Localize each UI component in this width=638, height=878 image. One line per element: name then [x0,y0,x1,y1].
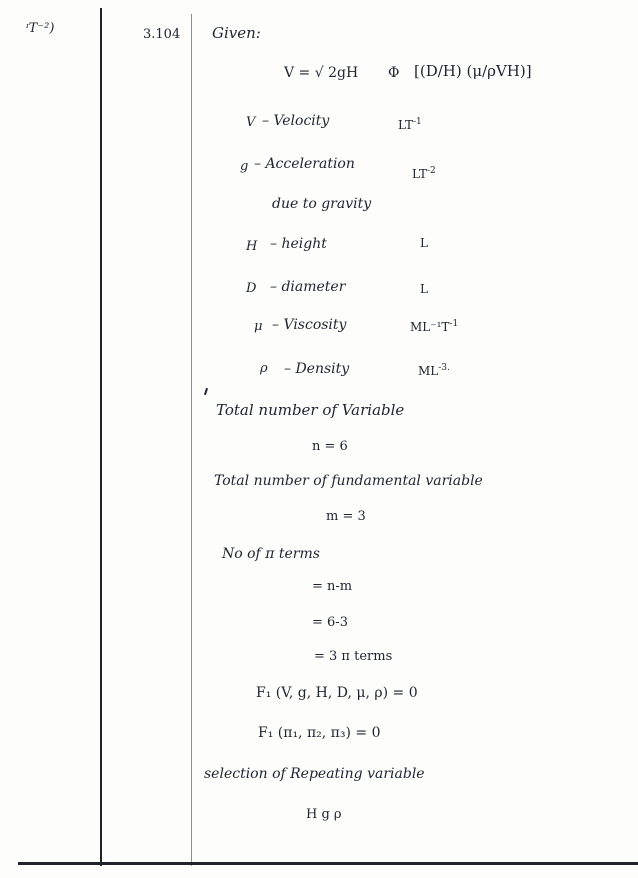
function-2: F₁ (π₁, π₂, π₃) = 0 [258,725,381,741]
var-mu-symbol: μ [254,319,263,334]
formula-phi: Φ [388,65,400,81]
pi-step-1: = n-m [312,579,353,594]
pi-step-3: = 3 π terms [314,649,393,664]
var-mu-dim: $ML^{-1}T^{-1}$ [410,319,459,334]
var-g-name: – Acceleration [254,156,355,172]
var-h-symbol: H [246,239,258,254]
function-1: F₁ (V, g, H, D, μ, ρ) = 0 [256,685,418,701]
var-v-dim: $LT^{-1}$ [398,117,422,132]
var-d-symbol: D [246,281,257,296]
margin-note: ᶦT⁻²) [26,21,55,36]
var-rho-symbol: ρ [260,361,268,376]
repeating-variables: H g ρ [306,807,342,822]
var-h-dim: L [420,236,428,250]
fundamental-label: Total number of fundamental variable [214,473,483,489]
var-rho-name: – Density [284,361,350,377]
var-d-dim: L [420,282,428,296]
var-v-symbol: V [246,115,256,130]
given-label: Given: [212,24,261,42]
inner-margin-line [191,14,192,866]
pi-step-2: = 6-3 [312,615,348,630]
problem-number: 3.104 [143,27,181,42]
m-value: m = 3 [326,509,366,524]
var-rho-dim: $ML^{-3.}$ [418,363,450,378]
formula-args: [(D/H) (μ/ρVH)] [414,62,532,80]
var-g-name2: due to gravity [272,196,372,212]
selection-label: selection of Repeating variable [204,766,425,782]
var-v-name: – Velocity [262,113,330,129]
n-value: n = 6 [312,439,348,454]
pen-tick-mark [204,388,208,395]
var-mu-name: – Viscosity [272,317,347,333]
var-g-dim: $LT^{-2}$ [412,166,436,181]
formula-left: V = √ 2gH [284,65,359,81]
left-margin-line [100,8,102,866]
var-d-name: – diameter [270,279,346,295]
total-variables-label: Total number of Variable [216,401,405,419]
bottom-rule-line [18,862,638,865]
var-g-symbol: g [240,159,249,174]
var-h-name: – height [270,236,327,252]
pi-terms-label: No of π terms [222,546,320,562]
